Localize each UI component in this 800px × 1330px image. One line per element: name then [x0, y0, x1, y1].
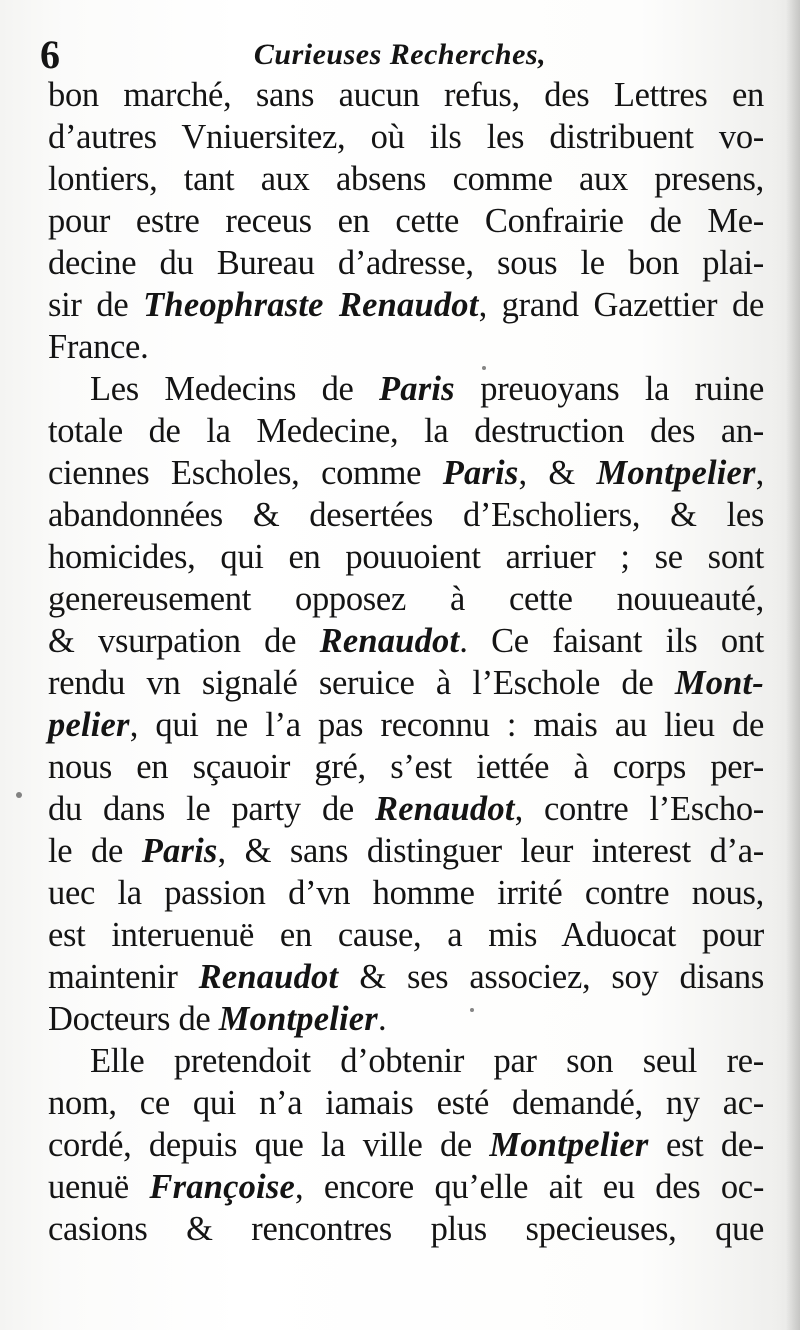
- text-line: [48, 746, 764, 788]
- line-text: , encore qu’elle ait eu des oc-: [294, 1168, 765, 1206]
- line-text: du dans le party de: [48, 790, 375, 828]
- ink-speck: [482, 366, 486, 370]
- italic-name: Renaudot: [198, 958, 339, 996]
- text-line: [48, 536, 764, 578]
- line-text: , &: [518, 454, 597, 492]
- line-text: ,: [755, 454, 764, 492]
- text-line: [48, 1082, 764, 1124]
- text-line: [48, 284, 764, 326]
- line-text: ciennes Escholes, comme: [48, 454, 443, 492]
- italic-name: Françoise: [149, 1168, 295, 1206]
- line-text: .: [377, 1000, 387, 1038]
- line-text: , qui ne l’a pas reconnu : mais au lieu de: [129, 706, 764, 744]
- line-text: uec la passion d’vn homme irrité contre nous,: [48, 874, 764, 912]
- line-text: abandonnées & desertées d’Escholiers, & les: [48, 496, 764, 534]
- text-line: [48, 662, 764, 704]
- italic-name: Paris: [379, 370, 455, 408]
- line-text: est interuenuë en cause, a mis Aduocat pour: [48, 916, 764, 954]
- ink-speck: [470, 1008, 474, 1012]
- italic-name: Montpelier: [218, 1000, 378, 1038]
- text-line: [48, 116, 764, 158]
- line-text: d’autres Vniuersitez, où ils les distribuent vo-: [48, 118, 764, 156]
- line-text: genereusement opposez à cette nouueauté,: [48, 580, 764, 618]
- text-line: [48, 200, 764, 242]
- line-text: bon marché, sans aucun refus, des Lettres en: [48, 76, 764, 114]
- line-text: lontiers, tant aux absens comme aux presens,: [48, 160, 764, 198]
- text-line: [48, 578, 764, 620]
- text-line: [48, 326, 764, 368]
- line-text: , grand Gazettier de: [478, 286, 765, 324]
- ink-speck: [16, 792, 22, 798]
- text-line: [48, 872, 764, 914]
- line-text: France.: [48, 328, 149, 366]
- text-line: [48, 620, 764, 662]
- line-text: uenuë: [48, 1168, 150, 1206]
- text-line: [48, 368, 764, 410]
- italic-name: Theophraste Renaudot: [143, 286, 479, 324]
- line-text: Les Medecins de: [90, 370, 380, 408]
- line-text: & vsurpation de: [48, 622, 320, 660]
- italic-name: pelier: [48, 706, 130, 744]
- line-text: decine du Bureau d’adresse, sous le bon plai-: [48, 244, 764, 282]
- text-line: [48, 452, 764, 494]
- italic-name: Montpelier: [489, 1126, 649, 1164]
- line-text: le de: [48, 832, 142, 870]
- line-text: nom, ce qui n’a iamais esté demandé, ny ac-: [48, 1084, 764, 1122]
- line-text: totale de la Medecine, la destruction des an-: [48, 412, 764, 450]
- line-text: Elle pretendoit d’obtenir par son seul re-: [90, 1042, 764, 1080]
- italic-name: Renaudot: [374, 790, 515, 828]
- text-line: [48, 74, 764, 116]
- text-line: [48, 704, 764, 746]
- page-number: 6: [40, 32, 60, 77]
- body-text: [48, 74, 764, 1250]
- text-line: [48, 956, 764, 998]
- line-text: , contre l’Escho-: [514, 790, 764, 828]
- text-line: [48, 830, 764, 872]
- text-line: [48, 410, 764, 452]
- line-text: est de-: [648, 1126, 764, 1164]
- italic-name: Montpelier: [596, 454, 756, 492]
- line-text: Docteurs de: [48, 1000, 219, 1038]
- italic-name: Paris: [141, 832, 218, 870]
- text-line: [48, 494, 764, 536]
- page-gutter-shadow: [786, 0, 800, 1330]
- line-text: rendu vn signalé seruice à l’Eschole de: [48, 664, 675, 702]
- text-line: [48, 788, 764, 830]
- line-text: preuoyans la ruine: [454, 370, 764, 408]
- italic-name: Paris: [442, 454, 519, 492]
- running-head: [40, 30, 760, 80]
- line-text: maintenir: [48, 958, 199, 996]
- line-text: casions & rencontres plus specieuses, que: [48, 1210, 764, 1248]
- text-line: [48, 158, 764, 200]
- line-text: nous en sçauoir gré, s’est iettée à corps per-: [48, 748, 764, 786]
- line-text: & ses associez, soy disans: [338, 958, 764, 996]
- text-line: [48, 1166, 764, 1208]
- text-line: [48, 1040, 764, 1082]
- text-line: [48, 242, 764, 284]
- line-text: . Ce faisant ils ont: [459, 622, 765, 660]
- text-line: [48, 1208, 764, 1250]
- text-line: [48, 1124, 764, 1166]
- line-text: sir de: [48, 286, 144, 324]
- text-line: [48, 998, 764, 1040]
- italic-name: Renaudot: [319, 622, 460, 660]
- line-text: homicides, qui en pouuoient arriuer ; se sont: [48, 538, 764, 576]
- text-line: [48, 914, 764, 956]
- line-text: pour estre receus en cette Confrairie de Me-: [48, 202, 764, 240]
- italic-name: Mont-: [674, 664, 764, 702]
- line-text: , & sans distinguer leur interest d’a-: [217, 832, 764, 870]
- line-text: cordé, depuis que la ville de: [48, 1126, 490, 1164]
- running-title: Curieuses Recherches,: [253, 38, 547, 71]
